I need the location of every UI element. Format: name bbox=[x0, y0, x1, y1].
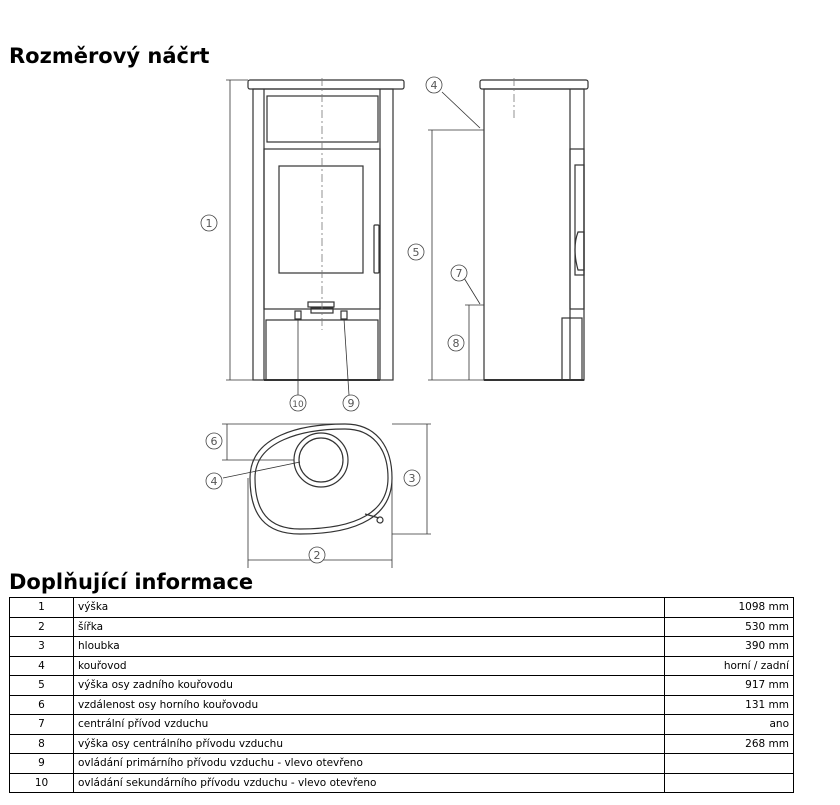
row-value: 131 mm bbox=[665, 695, 794, 715]
table-row bbox=[10, 617, 794, 637]
callout-5: 5 bbox=[412, 246, 420, 259]
table-row bbox=[10, 734, 794, 754]
sketch-heading: Rozměrový náčrt bbox=[9, 44, 210, 68]
callout-9: 9 bbox=[347, 397, 355, 410]
info-heading: Doplňující informace bbox=[9, 570, 254, 594]
row-label: vzdálenost osy horního kouřovodu bbox=[74, 695, 665, 715]
row-number: 4 bbox=[10, 656, 74, 676]
callout-4-top: 4 bbox=[210, 475, 218, 488]
info-table bbox=[9, 597, 794, 793]
row-number: 7 bbox=[10, 715, 74, 735]
row-number: 9 bbox=[10, 754, 74, 774]
callout-4-side: 4 bbox=[430, 79, 438, 92]
callout-2: 2 bbox=[313, 549, 321, 562]
row-value: 268 mm bbox=[665, 734, 794, 754]
row-label: ovládání primárního přívodu vzduchu - vlevo otevřeno bbox=[74, 754, 665, 774]
row-label: výška bbox=[74, 598, 665, 618]
row-label: výška osy centrálního přívodu vzduchu bbox=[74, 734, 665, 754]
top-view bbox=[250, 424, 392, 534]
table-row bbox=[10, 695, 794, 715]
row-number: 1 bbox=[10, 598, 74, 618]
row-value: horní / zadní bbox=[665, 656, 794, 676]
callout-10: 10 bbox=[292, 400, 304, 410]
row-number: 6 bbox=[10, 695, 74, 715]
table-row bbox=[10, 754, 794, 774]
row-label: hloubka bbox=[74, 637, 665, 657]
table-row bbox=[10, 715, 794, 735]
row-number: 10 bbox=[10, 773, 74, 793]
row-value: ano bbox=[665, 715, 794, 735]
table-row bbox=[10, 598, 794, 618]
front-view bbox=[248, 80, 404, 380]
table-row bbox=[10, 656, 794, 676]
row-number: 3 bbox=[10, 637, 74, 657]
row-number: 8 bbox=[10, 734, 74, 754]
row-number: 5 bbox=[10, 676, 74, 696]
row-value bbox=[665, 754, 794, 774]
row-value: 530 mm bbox=[665, 617, 794, 637]
row-value: 917 mm bbox=[665, 676, 794, 696]
row-label: šířka bbox=[74, 617, 665, 637]
side-view bbox=[480, 80, 588, 380]
row-label: ovládání sekundárního přívodu vzduchu - vlevo otevřeno bbox=[74, 773, 665, 793]
table-row bbox=[10, 676, 794, 696]
row-value: 1098 mm bbox=[665, 598, 794, 618]
callout-3: 3 bbox=[408, 472, 416, 485]
row-label: výška osy zadního kouřovodu bbox=[74, 676, 665, 696]
row-label: kouřovod bbox=[74, 656, 665, 676]
callout-8: 8 bbox=[452, 337, 460, 350]
row-number: 2 bbox=[10, 617, 74, 637]
row-label: centrální přívod vzduchu bbox=[74, 715, 665, 735]
callout-7: 7 bbox=[455, 267, 463, 280]
table-row bbox=[10, 773, 794, 793]
row-value bbox=[665, 773, 794, 793]
callout-6: 6 bbox=[210, 435, 218, 448]
callout-1-front: 1 bbox=[205, 217, 213, 230]
row-value: 390 mm bbox=[665, 637, 794, 657]
table-row bbox=[10, 637, 794, 657]
